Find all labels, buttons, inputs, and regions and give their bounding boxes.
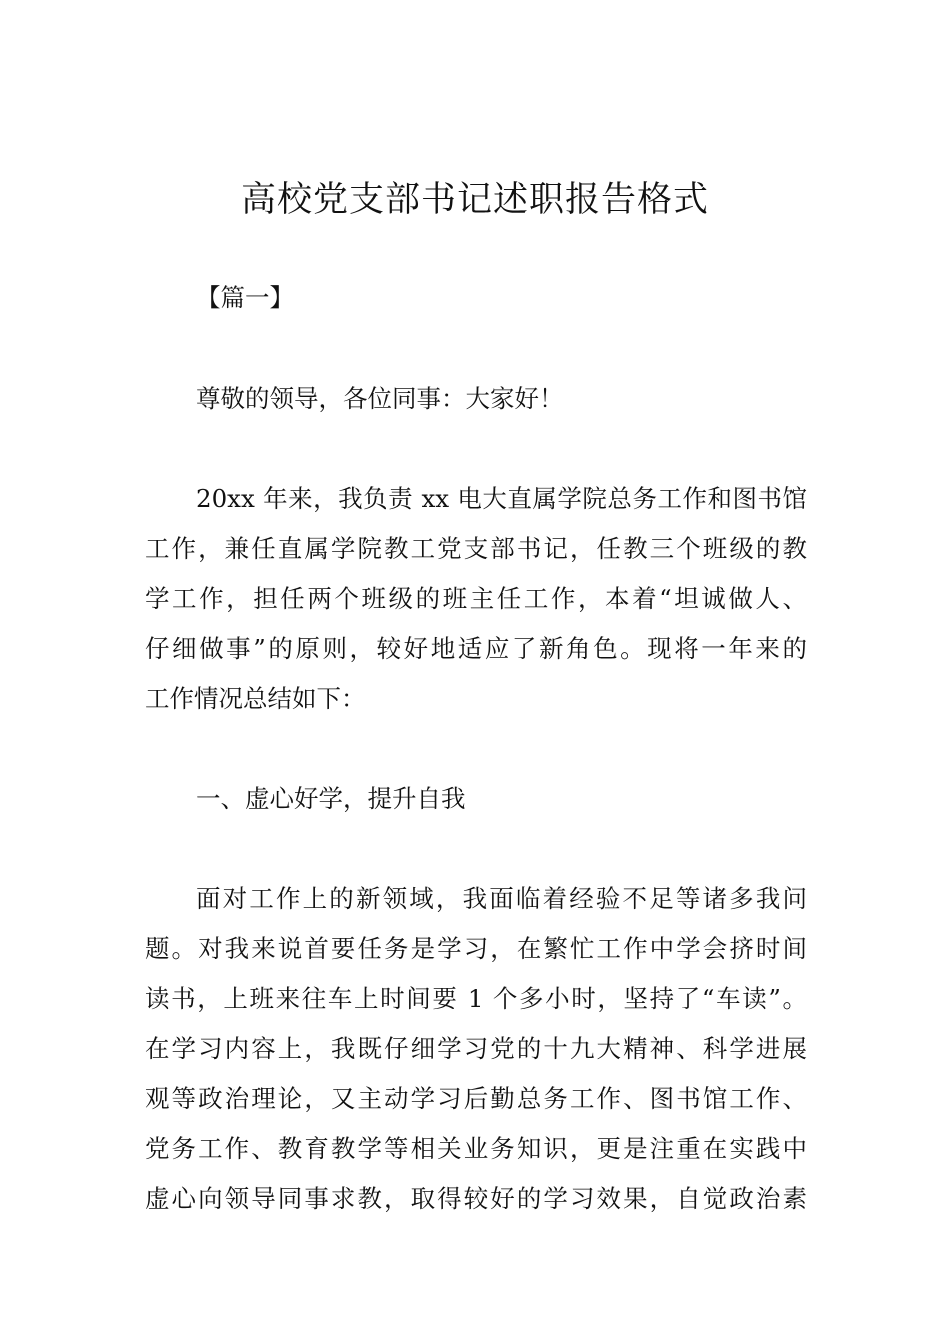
paragraph-line: 工作，兼任直属学院教工党支部书记，任教三个班级的教 — [145, 534, 807, 563]
paragraph-line: 读书，上班来往车上时间要 1 个多小时，坚持了“车读”。 — [145, 984, 807, 1013]
paragraph-line: 虚心向领导同事求教，取得较好的学习效果，自觉政治素 — [145, 1184, 807, 1213]
paragraph-line: 仔细做事”的原则，较好地适应了新角色。现将一年来的 — [145, 634, 807, 663]
paragraph-line: 学工作，担任两个班级的班主任工作，本着“坦诚做人、 — [145, 584, 807, 613]
greeting-line: 尊敬的领导，各位同事：大家好！ — [196, 384, 564, 413]
paragraph-line: 观等政治理论，又主动学习后勤总务工作、图书馆工作、 — [145, 1084, 807, 1113]
document-title: 高校党支部书记述职报告格式 — [240, 180, 709, 220]
paragraph-line: 在学习内容上，我既仔细学习党的十九大精神、科学进展 — [145, 1034, 807, 1063]
paragraph-line: 党务工作、教育教学等相关业务知识，更是注重在实践中 — [145, 1134, 807, 1163]
paragraph-line: 面对工作上的新领域，我面临着经验不足等诸多我问 — [196, 884, 807, 913]
paragraph-line: 20xx 年来，我负责 xx 电大直属学院总务工作和图书馆 — [196, 484, 807, 513]
section-label: 【篇一】 — [196, 283, 294, 312]
paragraph-line: 工作情况总结如下： — [145, 684, 366, 713]
paragraph-line: 题。对我来说首要任务是学习，在繁忙工作中学会挤时间 — [145, 934, 807, 963]
section-heading: 一、虚心好学，提升自我 — [196, 784, 466, 813]
